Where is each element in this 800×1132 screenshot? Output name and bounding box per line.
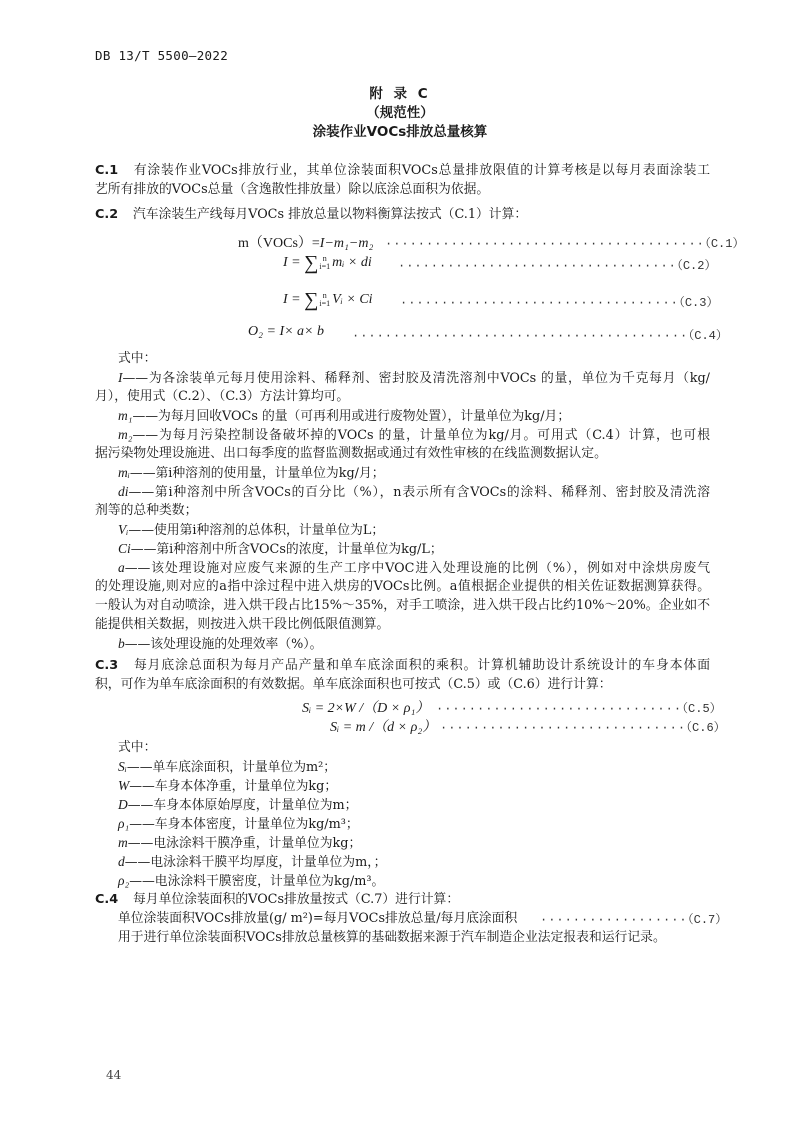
formula-tag: （C.1） [704,237,745,251]
def-di-cont: 剂等的总种类数； [95,503,198,518]
formula-c7: 单位涂装面积VOCs排放量(g/ m²)=每月VOCs排放总量/每月底涂面积 [118,911,518,926]
clause-number: C.4 [95,892,119,907]
def-mi: mᵢ——第i种溶剂的使用量，计量单位为kg/月； [118,465,385,481]
leader-dots: ··································（C.2） [398,259,717,273]
def-Vi: Vᵢ——使用第i种溶剂的总体积，计量单位为L； [118,522,385,538]
clause-c3-cont: 积，可作为单车底涂面积的有效数据。单车底涂面积也可按式（C.5）或（C.6）进行计算： [95,677,612,692]
formula-tag: （C.2） [676,259,717,273]
page-number: 44 [106,1068,122,1082]
document-code-header: DB 13/T 5500—2022 [95,48,229,63]
clause-c2 [95,205,710,224]
appendix-label: 附 录 C [369,86,431,102]
formula-lhs: Sᵢ = [302,701,328,716]
clause-c1 [95,161,710,180]
sum-symbol: ∑ [304,289,319,311]
clause-text: 汽车涂装生产线每月VOCs 排放总量以物料衡算法按式（C.1）计算： [133,207,528,222]
clause-c4 [95,890,710,909]
formula-tag: （C.7） [687,913,728,927]
def-m2: m₂——为每月污染控制设备破坏掉的VOCs 的量，计量单位为kg/月。可用式（C.4）计算，也可根 [118,427,710,443]
sum-limits: n i=1 [319,290,331,308]
leader-dots: ······························（C.6） [440,721,726,735]
formula-rhs: I−m₁−m₂ [319,236,374,251]
def-di: di——第i种溶剂中所含VOCs的百分比（%），n表示所有含VOCs的涂料、稀释剂、密封胶及清洗溶 [118,484,710,500]
def-m1: m₁——为每月回收VOCs 的量（可再利用或进行废物处置），计量单位为kg/月； [118,408,571,424]
formula-tag: （C.5） [682,702,722,716]
appendix-title: 涂装作业VOCs排放总量核算 [312,124,488,140]
def-m: m——电泳涂料干膜净重，计量单位为kg； [118,835,362,851]
formula-c5 [302,697,429,717]
where-label: 式中： [118,351,157,366]
sum-symbol: ∑ [304,252,319,274]
where-label: 式中： [118,740,157,755]
formula-body: Vᵢ × Ci [332,292,373,307]
def-rho2: ρ₂——电泳涂料干膜密度，计量单位为kg/m³。 [118,873,385,889]
clause-number: C.3 [95,658,119,673]
formula-lhs: O₂ = [248,324,280,339]
clause-number: C.1 [95,163,119,178]
def-a: a——该处理设施对应废气来源的生产工序中VOC进入处理设施的比例（%），例如对中涂烘房废气 [118,560,710,576]
formula-lhs: I = [283,255,305,270]
formula-c6 [330,716,436,736]
clause-text: 每月单位涂装面积的VOCs排放量按式（C.7）进行计算： [133,892,460,907]
clause-c3 [95,656,710,675]
leader-dots: ······························（C.5） [436,702,722,716]
leader-dots: ·······································（C.1） [385,237,745,251]
def-a-cont2: 一般认为对自动喷涂，进入烘干段占比15%～35%，对手工喷涂，进入烘干段占比约10%～20%。企业如不 [95,598,710,613]
clause-text: 有涂装作业VOCs排放行业，其单位涂装面积VOCs总量排放限值的计算考核是以每月表面涂装工 [133,163,710,178]
def-m2-cont: 据污染物处理设施进、出口每季度的监督监测数据或通过有效性审核的在线监测数据认定。 [95,446,607,461]
def-a-cont1: 的处理设施,则对应的a指中涂过程中进入烘房的VOCs比例。a值根据企业提供的相关佐证数据测算获得。 [95,579,710,594]
def-W: W——车身本体净重，计量单位为kg； [118,778,338,794]
formula-body: mᵢ × di [332,255,372,270]
formula-tag: （C.4） [688,329,728,343]
formula-body: 2×W /（D × ρ₁） [327,701,430,716]
def-Si: Sᵢ——单车底涂面积，计量单位为m²； [118,759,337,775]
def-rho1: ρ₁——车身本体密度，计量单位为kg/m³； [118,816,359,832]
def-Ci: Ci——第i种溶剂中所含VOCs的浓度，计量单位为kg/L； [118,541,443,557]
formula-c1 [238,232,373,252]
leader-dots: ··················（C.7） [540,913,728,927]
formula-tag: （C.3） [678,296,719,310]
def-I-cont: 月），使用式（C.2）、（C.3）方法计算均可。 [95,389,350,404]
sum-limits: n i=1 [319,253,331,271]
def-I: I——为各涂装单元每月使用涂料、稀释剂、密封胶及清洗溶剂中VOCs 的量，单位为千克每月（kg/ [118,370,710,386]
formula-lhs: I = [283,292,305,307]
appendix-nature: （规范性） [366,105,434,121]
def-D: D——车身本体原始厚度，计量单位为m； [118,797,358,813]
clause-c4-note: 用于进行单位涂装面积VOCs排放总量核算的基础数据来源于汽车制造企业法定报表和运行记录。 [118,930,666,945]
def-a-cont3: 能提供相关数据，则按进入烘干段比例低限值测算。 [95,617,390,632]
formula-lhs: Sᵢ = [330,720,356,735]
formula-c3 [283,289,373,312]
formula-tag: （C.6） [686,721,726,735]
clause-number: C.2 [95,207,119,222]
formula-body: m /（d × ρ₂） [355,720,437,735]
leader-dots: ·········································（C.4） [352,329,728,343]
def-d: d——电泳涂料干膜平均厚度，计量单位为m，； [118,854,387,870]
clause-c1-cont: 艺所有排放的VOCs总量（含逸散性排放量）除以底涂总面积为依据。 [95,182,490,197]
formula-c4 [248,324,324,340]
formula-body: I× a× b [279,324,324,339]
def-b: b——该处理设施的处理效率（%）。 [118,636,323,652]
formula-c2 [283,252,372,275]
leader-dots: ··································（C.3） [400,296,719,310]
formula-lhs: m（VOCs）= [238,236,320,251]
clause-text: 每月底涂总面积为每月产品产量和单车底涂面积的乘积。计算机辅助设计系统设计的车身本体面 [133,658,710,673]
